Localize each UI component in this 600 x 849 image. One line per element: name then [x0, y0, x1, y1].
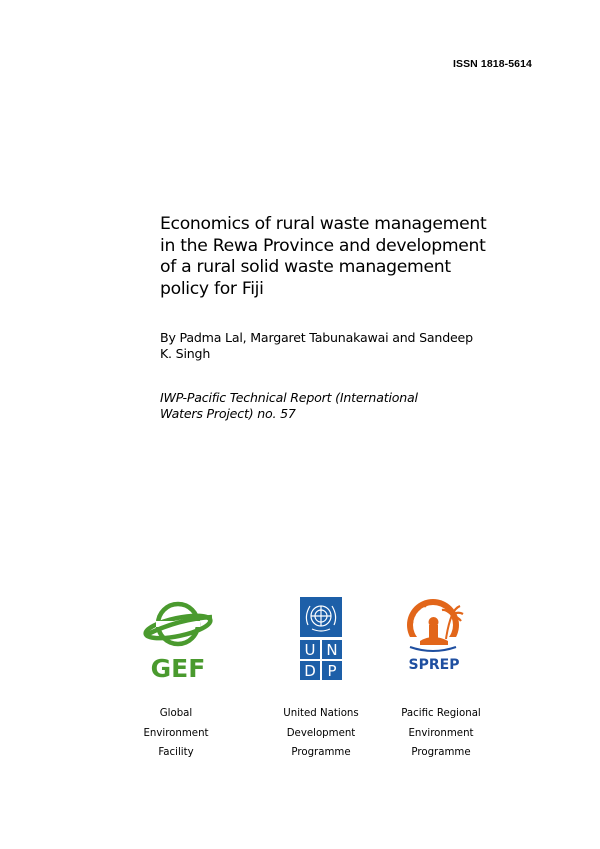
- gef-globe-icon: [142, 597, 218, 681]
- title-line: Economics of rural waste management: [160, 214, 487, 234]
- title-line: of a rural solid waste management: [160, 257, 451, 277]
- caption-line: Facility: [158, 747, 194, 758]
- undp-emblem-icon: [300, 597, 342, 681]
- authors-byline: [160, 330, 500, 362]
- sprep-logo-text: SPREP: [408, 657, 460, 673]
- authors-line: By Padma Lal, Margaret Tabunakawai and Sandeep: [160, 330, 473, 345]
- issn-number: ISSN 1818-5614: [452, 58, 532, 70]
- sprep-caption: [386, 704, 496, 763]
- authors-line: K. Singh: [160, 346, 211, 361]
- caption-line: Environment: [143, 727, 209, 739]
- undp-letter-n: N: [326, 641, 338, 659]
- title-line: in the Rewa Province and development: [160, 235, 486, 256]
- undp-letter-u: U: [304, 641, 316, 659]
- caption-line: Pacific Regional: [401, 708, 481, 719]
- report-line: Waters Project) no. 57: [160, 406, 296, 421]
- gef-logo-text: GEF: [150, 654, 206, 681]
- gef-caption: [121, 704, 231, 763]
- caption-line: Programme: [411, 747, 471, 758]
- caption-line: Programme: [291, 747, 351, 758]
- sprep-emblem-icon: [400, 595, 470, 675]
- caption-line: Global: [159, 708, 193, 719]
- undp-caption: [266, 704, 376, 763]
- title-line: policy for Fiji: [160, 278, 264, 299]
- report-line: IWP-Pacific Technical Report (International: [160, 390, 418, 405]
- undp-letter-d: D: [304, 662, 316, 680]
- caption-line: Development: [286, 727, 356, 739]
- report-series: [160, 390, 500, 422]
- undp-letter-p: P: [327, 662, 337, 680]
- document-title: [160, 214, 500, 300]
- sprep-logo: [400, 595, 470, 675]
- undp-logo: [300, 597, 342, 681]
- caption-line: United Nations: [283, 708, 359, 719]
- caption-line: Environment: [408, 727, 474, 739]
- gef-logo: [142, 597, 218, 681]
